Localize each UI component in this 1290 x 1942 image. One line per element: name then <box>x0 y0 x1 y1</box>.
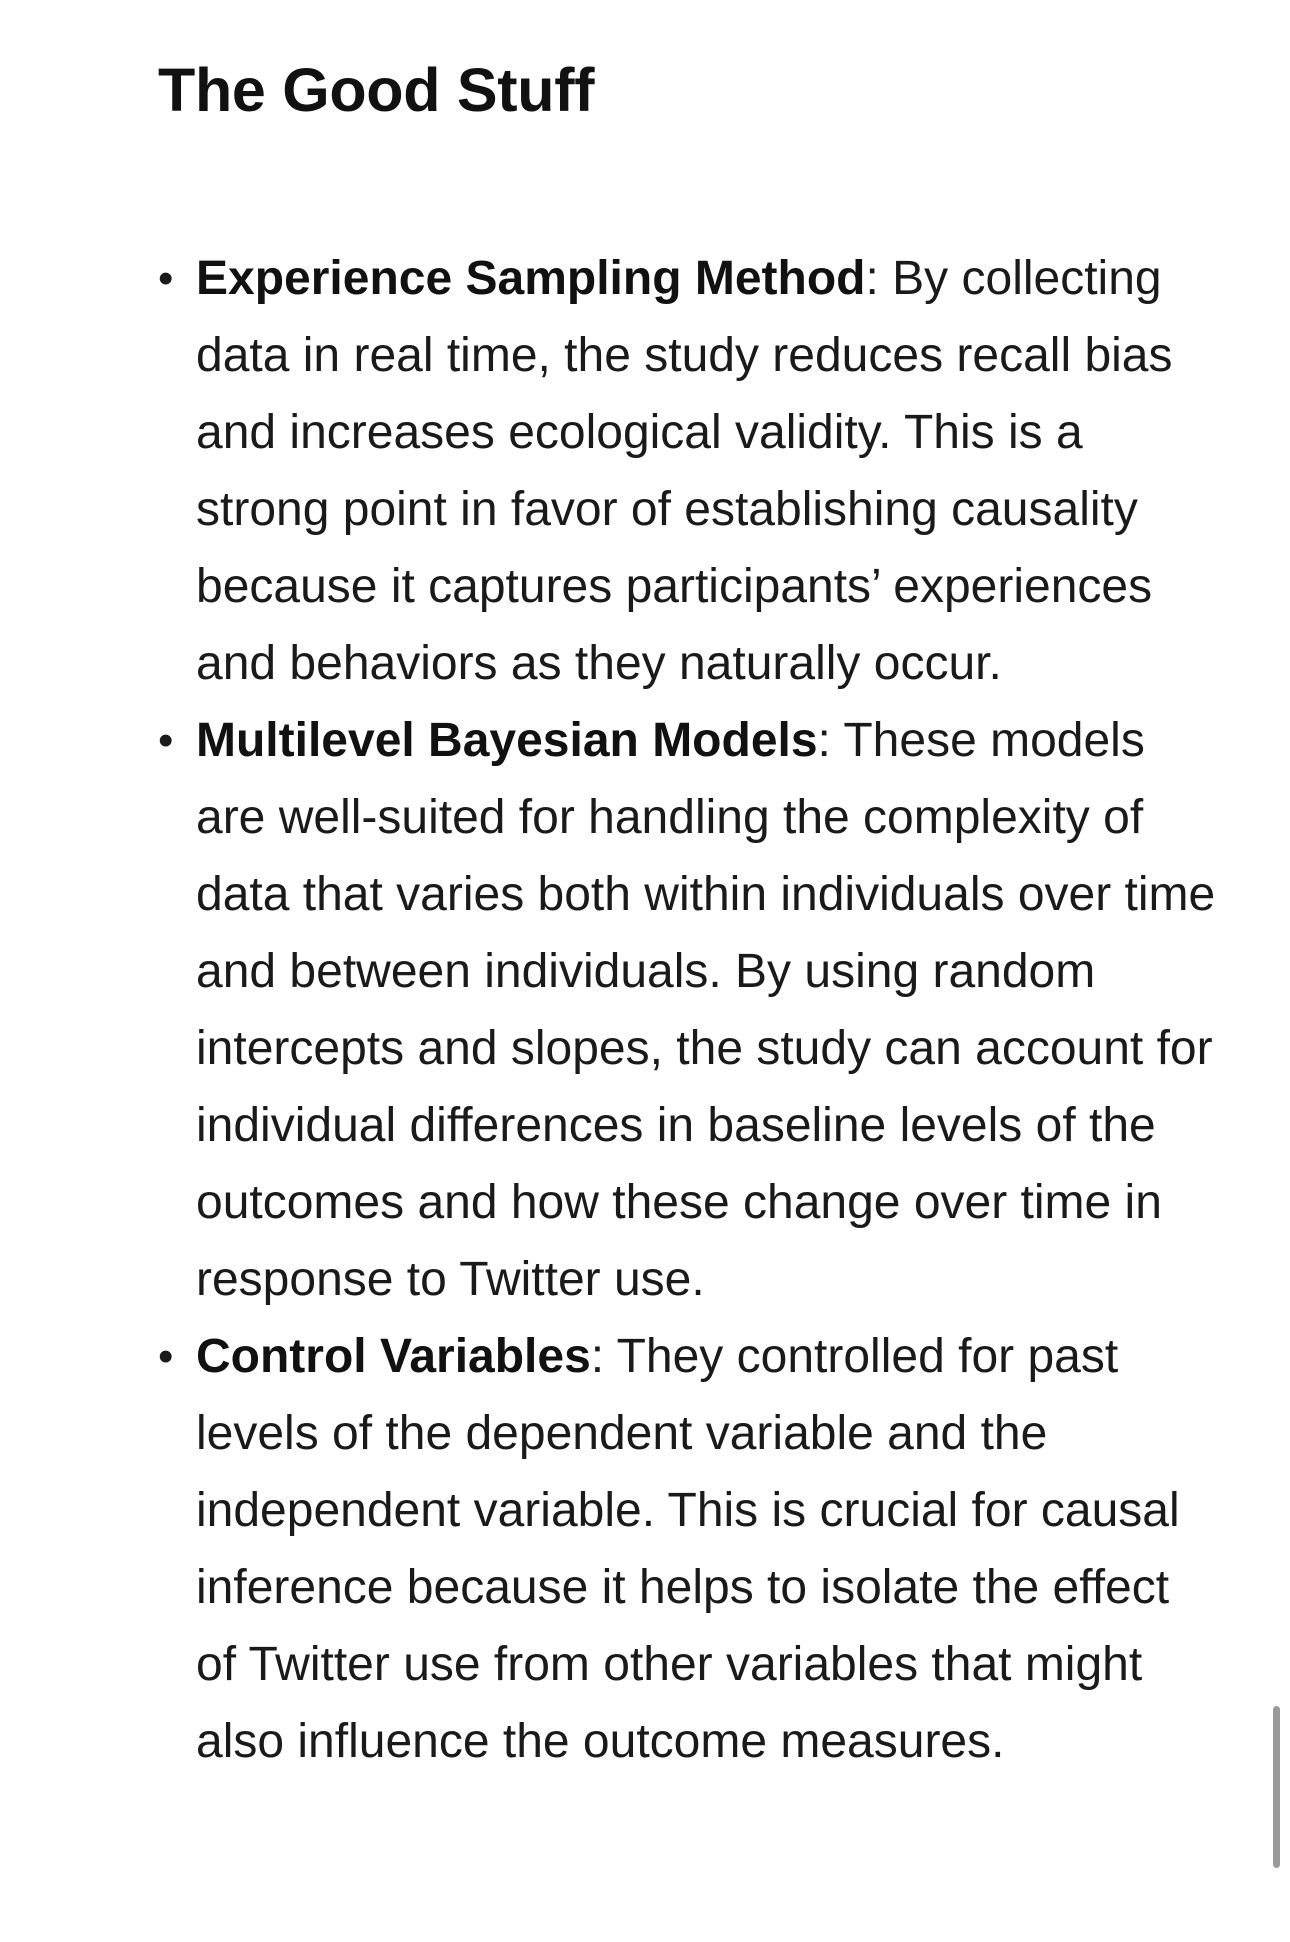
list-item-separator: : <box>865 252 879 305</box>
list-item-term: Experience Sampling Method <box>196 252 866 305</box>
scrollbar-thumb[interactable] <box>1273 1706 1280 1868</box>
list-item-text: These models are well-suited for handling the complexity of data that varies both within individuals over time and between individuals. By using random intercepts and slopes, the study can account for individual differences in baseline levels of the outcomes and how these change over time in response to Twitter use. <box>196 714 1216 1306</box>
list-item-term: Control Variables <box>196 1330 591 1383</box>
list-item <box>158 702 1220 1318</box>
bullet-icon: • <box>158 1332 174 1381</box>
list-item-separator: : <box>817 714 831 767</box>
bullet-icon: • <box>158 254 174 303</box>
list-item <box>158 1318 1220 1780</box>
list-item-text: They controlled for past levels of the dependent variable and the independent variable. This is crucial for causal inference because it helps to isolate the effect of Twitter use from other variables that might also influence the outcome measures. <box>196 1330 1180 1768</box>
bullet-list <box>158 240 1220 1780</box>
list-item-separator: : <box>590 1330 605 1383</box>
section-heading: The Good Stuff <box>158 56 595 124</box>
list-item <box>158 240 1220 702</box>
bullet-icon: • <box>158 716 174 765</box>
list-item-term: Multilevel Bayesian Models <box>196 714 818 767</box>
list-item-text: By collecting data in real time, the study reduces recall bias and increases ecological validity. This is a strong point in favor of establishing causality because it captures participants’ experiences and behaviors as they naturally occur. <box>196 252 1173 690</box>
document-body <box>158 52 1220 1780</box>
